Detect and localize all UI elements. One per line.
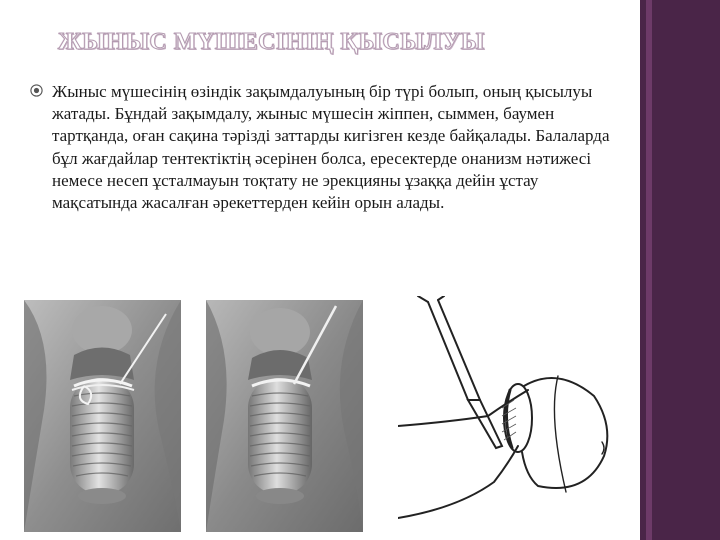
- decorative-sidebar: [640, 0, 720, 540]
- sidebar-accent-stripe: [646, 0, 652, 540]
- body-paragraph: Жыныс мүшесінің өзіндік зақымдалуының бір түрі болып, оның қысылуы жатады. Бұндай зақымдалу, жыныс мүшесін жіппен, сыммен, баумен тартқанда, оған сақина тәрізді заттарды кигізген кезде байқалады. Балаларда бұл жағдайлар тентектіктің әсерінен болса, ересектерде онанизм нәтижесі немесе несеп ұсталмауын тоқтату не эрекцияны ұзаққа дейін ұстау мақсатында жасалған әрекеттерден кейін орын алады.: [52, 82, 610, 213]
- constriction-photo-left: [24, 300, 181, 532]
- ring-removal-illustration: [398, 296, 628, 536]
- constriction-photo-right: [206, 300, 363, 532]
- target-bullet-icon: [30, 84, 43, 97]
- slide-title: ЖЫНЫС МҮШЕСІНІҢ ҚЫСЫЛУЫ: [58, 29, 485, 55]
